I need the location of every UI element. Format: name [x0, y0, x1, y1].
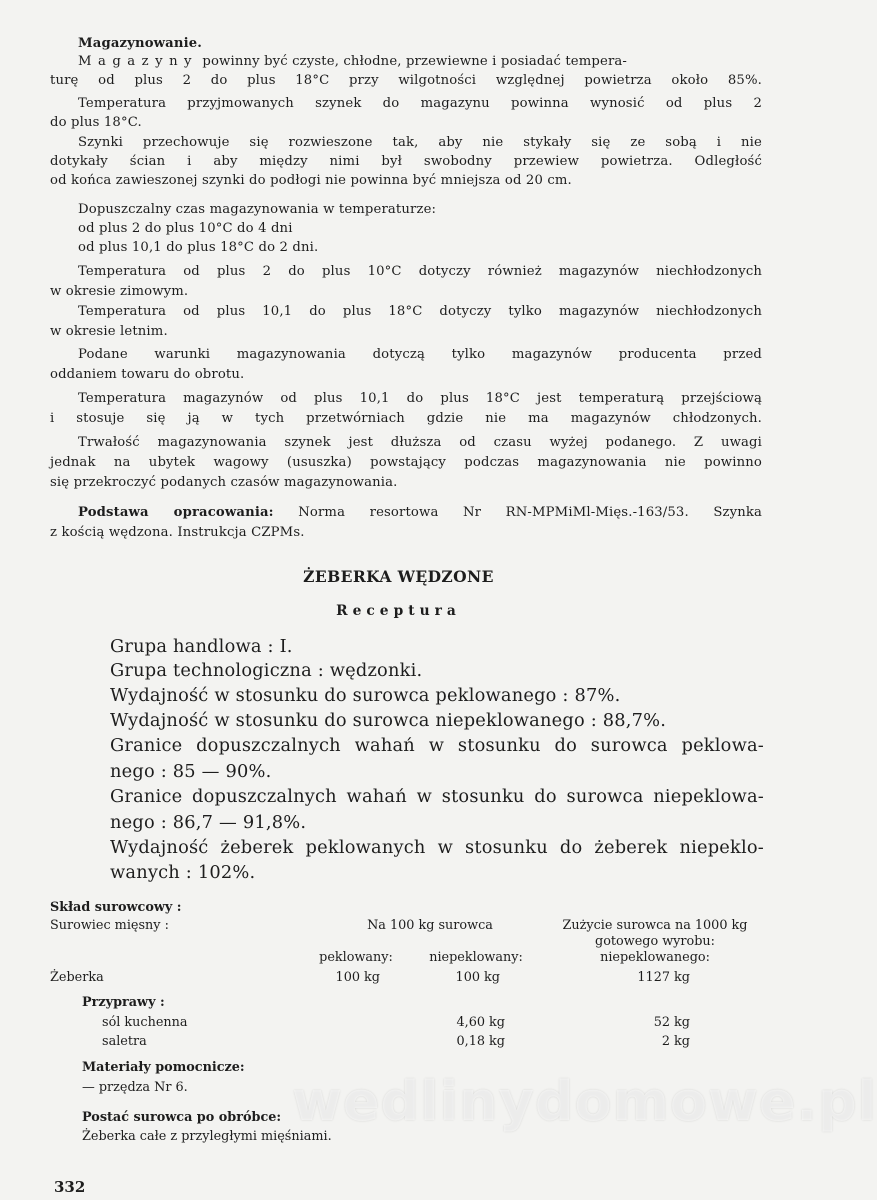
table-row-ribs-uncured: 100 kg — [455, 970, 500, 985]
recipe-line-yield-uncured: Wydajność w stosunku do surowca niepeklowanego : 88,7%. — [110, 710, 667, 731]
para2-line2: do plus 18°C. — [50, 115, 142, 130]
table-row-saltpeter-name: saletra — [102, 1034, 147, 1049]
table-col2-header: niepeklowany: — [429, 950, 523, 965]
basis-line1 — [78, 505, 762, 520]
recipe-line-yield-ribs-1: Wydajność żeberek peklowanych w stosunku do żeberek niepeklo- — [110, 837, 764, 858]
table-row-ribs-cured: 100 kg — [335, 970, 380, 985]
para4-line1: Dopuszczalny czas magazynowania w temperaturze: — [78, 202, 437, 217]
basis-line1-rest: Norma resortowa Nr RN-MPMiMl-Mięs.-163/53. Szynka — [298, 505, 762, 520]
para7-line1: Podane warunki magazynowania dotyczą tylko magazynów producenta przed — [78, 347, 762, 362]
basis-label: Podstawa opracowania: — [78, 505, 274, 520]
para9-line3: się przekroczyć podanych czasów magazynowania. — [50, 475, 398, 490]
para8-line1: Temperatura magazynów od plus 10,1 do plus 18°C jest temperaturą przejściową — [78, 391, 762, 406]
table-form-heading: Postać surowca po obróbce: — [82, 1110, 282, 1125]
table-col3-line1: Zużycie surowca na 1000 kg — [562, 918, 748, 933]
para6-line2: w okresie letnim. — [50, 324, 168, 339]
para9-line1: Trwałość magazynowania szynek jest dłuższa od czasu wyżej podanego. Z uwagi — [78, 435, 762, 450]
para4-line2: od plus 2 do plus 10°C do 4 dni — [78, 221, 293, 236]
recipe-line-range-cured-1: Granice dopuszczalnych wahań w stosunku do surowca peklowa- — [110, 735, 764, 756]
recipe-line-yield-ribs-2: wanych : 102%. — [110, 862, 256, 883]
para7-line2: oddaniem towaru do obrotu. — [50, 367, 245, 382]
para5-line1: Temperatura od plus 2 do plus 10°C dotyczy również magazynów niechłodzonych — [78, 264, 762, 279]
para1-line1-rest: powinny być czyste, chłodne, przewiewne i posiadać tempera- — [202, 54, 628, 69]
recipe-line-technology: Grupa technologiczna : wędzonki. — [110, 660, 423, 681]
para3-line1: Szynki przechowuje się rozwieszone tak, aby nie stykały się ze sobą i nie — [78, 135, 762, 150]
table-row-ribs-per1000: 1127 kg — [637, 970, 690, 985]
para1-line2: turę od plus 2 do plus 18°C przy wilgotności względnej powietrza około 85%. — [50, 73, 762, 88]
basis-line2: z kością wędzona. Instrukcja CZPMs. — [50, 525, 305, 540]
para9-line2: jednak na ubytek wagowy (ususzka) powstający podczas magazynowania nie powinno — [50, 455, 762, 470]
table-col-group: Na 100 kg surowca — [367, 918, 493, 933]
para1-spaced-word: Magazyny — [78, 54, 199, 69]
table-row-ribs-name: Żeberka — [50, 970, 104, 985]
para6-line1: Temperatura od plus 10,1 do plus 18°C dotyczy tylko magazynów niechłodzonych — [78, 304, 762, 319]
table-aux-item: — przędza Nr 6. — [82, 1080, 188, 1095]
para5-line2: w okresie zimowym. — [50, 284, 189, 299]
recipe-line-group: Grupa handlowa : I. — [110, 636, 293, 657]
para8-line2: i stosuje się ją w tych przetwórniach gdzie nie ma magazynów chłodzonych. — [50, 411, 762, 426]
table-heading: Skład surowcowy : — [50, 900, 182, 915]
recipe-line-range-uncured-1: Granice dopuszczalnych wahań w stosunku do surowca niepeklowa- — [110, 786, 764, 807]
table-row-salt-uncured: 4,60 kg — [456, 1015, 505, 1030]
para2-line1: Temperatura przyjmowanych szynek do magazynu powinna wynosić od plus 2 — [78, 96, 762, 111]
para3-line3: od końca zawieszonej szynki do podłogi nie powinna być mniejsza od 20 cm. — [50, 173, 572, 188]
table-col3-line3: niepeklowanego: — [600, 950, 710, 965]
table-row-salt-name: sól kuchenna — [102, 1015, 188, 1030]
table-row-saltpeter-per1000: 2 kg — [661, 1034, 690, 1049]
recipe-line-yield-cured: Wydajność w stosunku do surowca peklowanego : 87%. — [110, 685, 621, 706]
table-aux-heading: Materiały pomocnicze: — [82, 1060, 245, 1075]
table-raw-label: Surowiec mięsny : — [50, 918, 169, 933]
section-subtitle-receptura: Receptura — [336, 603, 461, 619]
table-row-saltpeter-uncured: 0,18 kg — [456, 1034, 505, 1049]
table-spices-heading: Przyprawy : — [82, 995, 165, 1010]
para3-line2: dotykały ścian i aby między nimi był swobodny przewiew powietrza. Odległość — [50, 154, 762, 169]
para4-line3: od plus 10,1 do plus 18°C do 2 dni. — [78, 240, 319, 255]
recipe-line-range-cured-2: nego : 85 — 90%. — [110, 761, 272, 782]
section-title-magazynowanie: Magazynowanie. — [78, 36, 203, 51]
para1-line1 — [78, 54, 762, 69]
table-col1-header: peklowany: — [319, 950, 393, 965]
page-number: 332 — [54, 1178, 86, 1196]
table-form-text: Żeberka całe z przyległymi mięśniami. — [82, 1129, 332, 1144]
table-row-salt-per1000: 52 kg — [653, 1015, 690, 1030]
table-col3-line2: gotowego wyrobu: — [595, 934, 715, 949]
section-title-zeberka: ŻEBERKA WĘDZONE — [303, 567, 494, 586]
watermark-logo: wedlinydomowe.pl — [292, 1070, 877, 1133]
recipe-line-range-uncured-2: nego : 86,7 — 91,8%. — [110, 812, 307, 833]
